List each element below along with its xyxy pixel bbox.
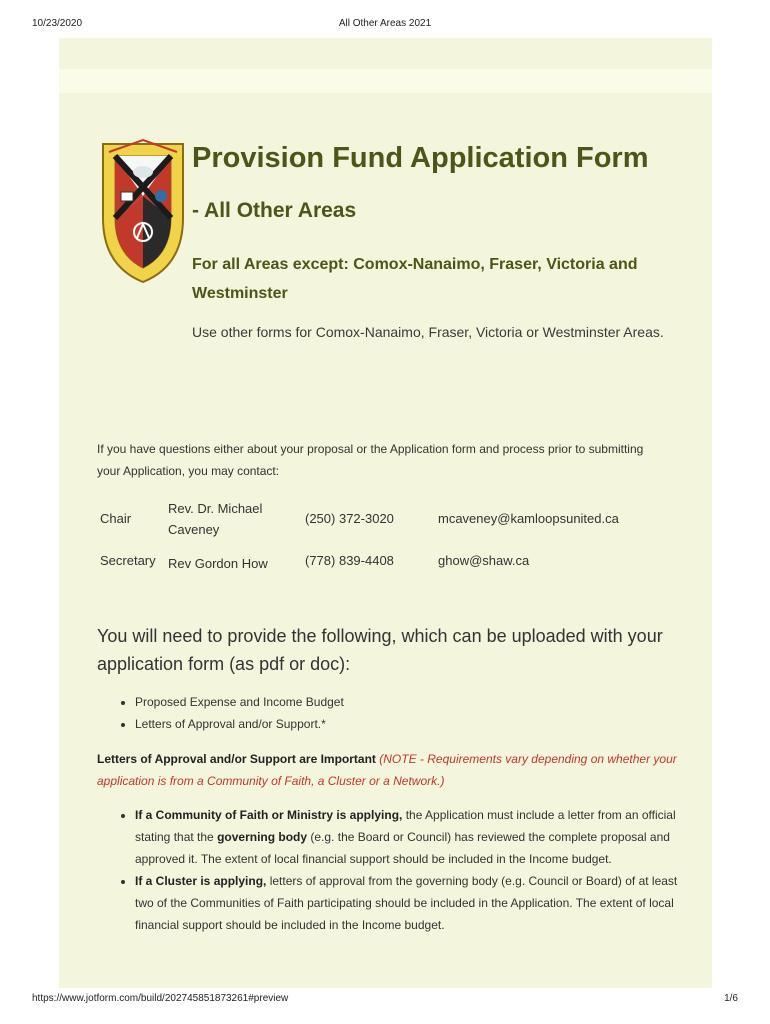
- list-item: [135, 870, 695, 936]
- questions-text: If you have questions either about your proposal or the Application form and process prior to submitting your Application, you may contact:: [97, 442, 644, 478]
- contact-phone: (250) 372-3020: [305, 511, 394, 526]
- use-other-forms-text: Use other forms for Comox-Nanaimo, Fraser, Victoria or Westminster Areas.: [192, 324, 664, 340]
- item-lead: If a Community of Faith or Ministry is applying,: [135, 808, 403, 822]
- print-title: All Other Areas 2021: [338, 18, 432, 29]
- contact-email: ghow@shaw.ca: [438, 553, 530, 568]
- contact-name: Rev Gordon How: [168, 556, 268, 571]
- provide-heading: You will need to provide the following, which can be uploaded with your application form (as pdf or doc):: [97, 626, 663, 674]
- print-date: 10/23/2020: [32, 18, 83, 29]
- form-subtitle: - All Other Areas: [192, 199, 357, 222]
- item-text: (e.g. the Board or Council) has reviewed the complete proposal and approved it. The extent of local financial support should be included in the Income budget.: [135, 830, 670, 866]
- contacts-table: [97, 495, 667, 571]
- contact-role: Secretary: [100, 553, 156, 568]
- print-header: [0, 18, 770, 32]
- letters-important-text: [97, 748, 677, 792]
- list-item: • Proposed Expense and Income Budget: [135, 691, 695, 713]
- crest-icon: [99, 138, 187, 286]
- item-text: the Application must include a letter from an official stating that the: [135, 808, 676, 844]
- for-areas-text: For all Areas except: Comox-Nanaimo, Fraser, Victoria and Westminster: [192, 256, 638, 302]
- contact-name: Rev. Dr. Michael Caveney: [168, 501, 263, 537]
- applicant-requirements-list: [119, 804, 695, 936]
- contact-email: mcaveney@kamloopsunited.ca: [438, 511, 619, 526]
- form-card: [59, 38, 712, 988]
- letters-note: (NOTE - Requirements vary depending on whether your application is from a Community of Faith, a Cluster or a Network.): [97, 752, 677, 788]
- form-title: Provision Fund Application Form: [192, 142, 649, 174]
- list-item: [135, 804, 695, 870]
- contact-row-chair: [97, 495, 667, 553]
- item-lead: If a Cluster is applying,: [135, 874, 267, 888]
- print-url: https://www.jotform.com/build/202745851873261#preview: [32, 993, 289, 1004]
- item-bold: governing body: [217, 830, 308, 844]
- contact-phone: (778) 839-4408: [305, 553, 394, 568]
- letters-label: Letters of Approval and/or Support are Important: [97, 752, 376, 766]
- item-text: letters of approval from the governing body (e.g. Council or Board) of at least two of the Communities of Faith participating should be included in the Application. The extent of local financial support should be included in the Income budget.: [135, 874, 678, 932]
- form-top-bar: [59, 69, 712, 93]
- page-count: 1/6: [724, 993, 738, 1004]
- list-item: • Letters of Approval and/or Support.*: [135, 713, 695, 735]
- documents-list: [119, 691, 695, 735]
- contact-role: Chair: [100, 511, 132, 526]
